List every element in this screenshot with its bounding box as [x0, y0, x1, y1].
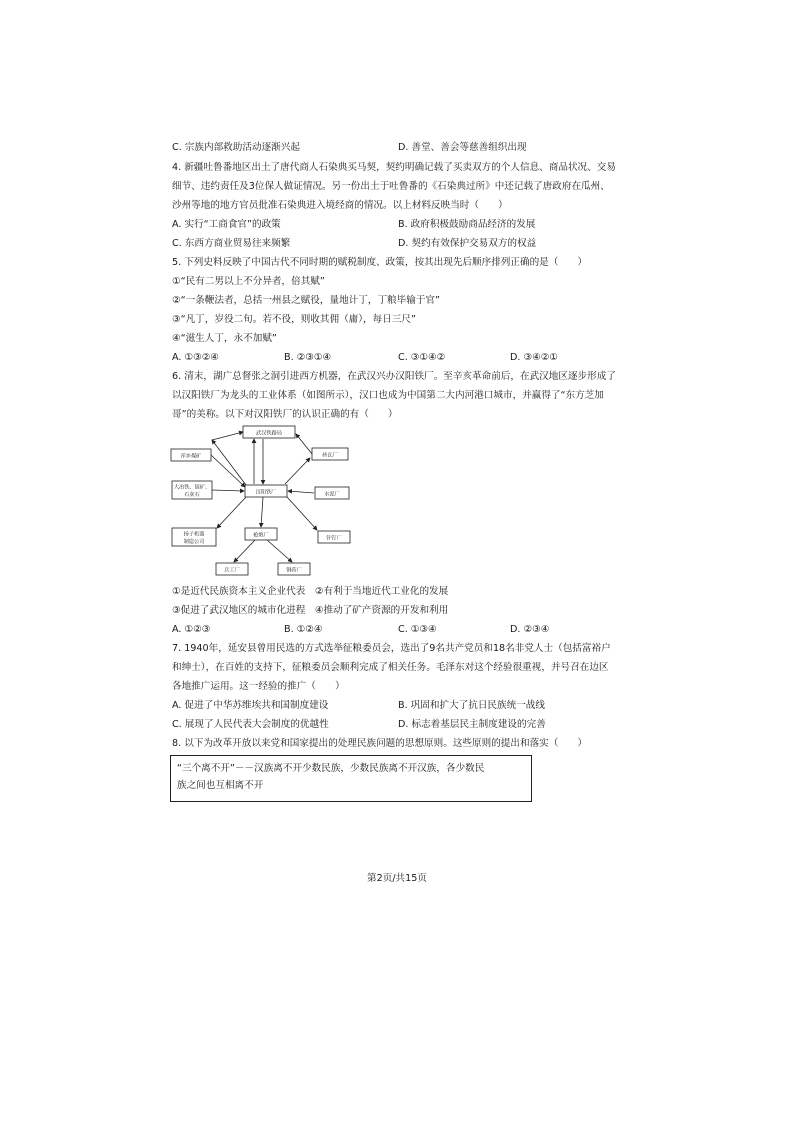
node-top: 武汉铁路局	[256, 430, 282, 437]
q5-option-d: D. ③④②①	[510, 352, 558, 363]
node-center: 汉阳铁厂	[255, 489, 277, 496]
q7-stem-line: 7. 1940年，延安县曾用民选的方式选举征粮委员会，选出了9名共产党员和18名非党人士（包括富裕户	[172, 643, 611, 654]
prev-option-d: D. 善堂、善会等慈善组织出现	[398, 142, 527, 153]
q4-stem-line: 4. 新疆吐鲁番地区出土了唐代商人石染典买马契，契约明确记载了买卖双方的个人信息、商品状况、交易	[172, 162, 616, 173]
node-zhuanfang: 砖瓦厂	[322, 452, 338, 459]
q6-option-a: A. ①②③	[172, 624, 211, 635]
q4-option-c: C. 东西方商业贸易往来频繁	[172, 238, 291, 249]
q6-option-c: C. ①③④	[398, 624, 437, 635]
q4-option-a: A. 实行“工商食官”的政策	[172, 219, 281, 230]
node-yangzi: 扬子机器	[183, 531, 205, 538]
q6-stem-line: 以汉阳铁厂为龙头的工业体系（如图所示），汉口也成为中国第二大内河港口城市，并赢得了“东方芝加	[172, 390, 604, 401]
node-pingxiang: 萍乡煤矿	[180, 453, 202, 460]
node-daye-2: 石灰石	[184, 492, 200, 498]
q6-option-b: B. ①②④	[284, 624, 323, 635]
q5-option-b: B. ②③①④	[284, 352, 332, 363]
q5-item: ③“凡丁，岁役二旬。若不役，则收其佣（庸），每日三尺”	[172, 314, 416, 325]
q7-option-b: B. 巩固和扩大了抗日民族统一战线	[398, 700, 545, 711]
hanyang-industry-diagram	[160, 420, 380, 580]
q6-stem-line: 6. 清末，湖广总督张之洞引进西方机器，在武汉兴办汉阳铁厂。至辛亥革命前后，在武汉地区逐步形成了	[172, 371, 616, 382]
node-gangyao: 钢药厂	[286, 567, 302, 574]
q8-material-line: “三个离不开”－－汉族离不开少数民族，少数民族离不开汉族，各少数民	[177, 763, 485, 774]
q5-option-c: C. ③①④②	[398, 352, 446, 363]
q5-item: ②“一条鞭法者，总括一州县之赋役，量地计丁，丁粮毕输于官”	[172, 295, 440, 306]
node-bingong: 兵工厂	[224, 567, 240, 574]
q4-option-d: D. 契约有效保护交易双方的权益	[398, 238, 537, 249]
q8-material-box	[170, 755, 532, 802]
page-number: 第2页/共15页	[367, 873, 427, 884]
node-yangzi-2: 制造公司	[183, 539, 205, 545]
q5-stem: 5. 下列史料反映了中国古代不同时期的赋税制度、政策，按其出现先后顺序排列正确的是（ ）	[172, 257, 588, 268]
q8-material-line: 族之间也互相离不开	[177, 780, 264, 791]
q4-stem-line: 细节、违约责任及3位保人做证情况。另一份出土于吐鲁番的《石染典过所》中还记载了唐政府在瓜州、	[172, 181, 610, 192]
q8-stem: 8. 以下为改革开放以来党和国家提出的处理民族问题的思想原则。这些原则的提出和落实（ ）	[172, 738, 588, 749]
q6-items-line: ③促进了武汉地区的城市化进程 ④推动了矿产资源的开发和利用	[172, 605, 449, 616]
q5-item: ①“民有二男以上不分异者，倍其赋”	[172, 276, 325, 287]
node-zhending: 针钉厂	[326, 535, 342, 542]
q7-stem-line: 和绅士），在百姓的支持下，征粮委员会顺利完成了相关任务。毛泽东对这个经验很重视，并号召在边区	[172, 662, 609, 673]
q7-stem-line: 各地推广运用。这一经验的推广（ ）	[172, 681, 345, 692]
q6-option-d: D. ②③④	[510, 624, 550, 635]
q7-option-d: D. 标志着基层民主制度建设的完善	[398, 719, 546, 730]
q4-stem-line: 沙州等地的地方官员批准石染典进入境经商的情况。以上材料反映当时（ ）	[172, 200, 508, 211]
node-bottom: 枪炮厂	[253, 532, 269, 539]
q7-option-c: C. 展现了人民代表大会制度的优越性	[172, 719, 329, 730]
node-daye: 大冶铁、锰矿、	[173, 484, 211, 491]
q6-stem-line: 哥”的美称。以下对汉阳铁厂的认识正确的有（ ）	[172, 409, 398, 420]
q5-option-a: A. ①③②④	[172, 352, 219, 363]
node-shuini: 水泥厂	[324, 491, 340, 498]
q5-item: ④“滋生人丁，永不加赋”	[172, 333, 277, 344]
prev-option-c: C. 宗族内部救助活动逐渐兴起	[172, 142, 300, 153]
q7-option-a: A. 促进了中华苏维埃共和国制度建设	[172, 700, 329, 711]
q6-items-line: ①是近代民族资本主义企业代表 ②有利于当地近代工业化的发展	[172, 586, 449, 597]
q4-option-b: B. 政府积极鼓励商品经济的发展	[398, 219, 536, 230]
